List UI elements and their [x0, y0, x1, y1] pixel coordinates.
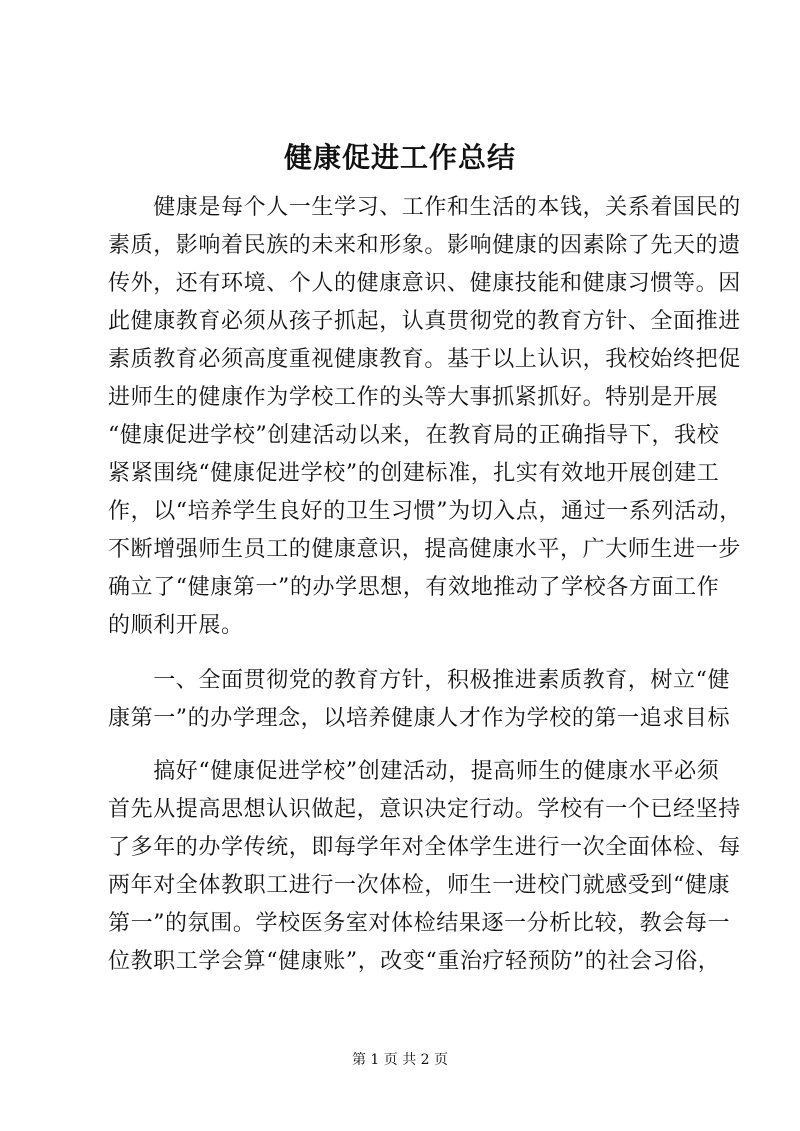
body-line: 素质，影响着民族的未来和形象。影响健康的因素除了先天的遗: [108, 233, 741, 258]
body-line: 两年对全体教职工进行一次体检，师生一进校门就感受到“健康: [108, 873, 731, 898]
body-line: 搞好“健康促进学校”创建活动，提高师生的健康水平必须: [108, 759, 720, 784]
body-line: 了多年的办学传统，即每学年对全体学生进行一次全面体检、每: [108, 835, 741, 860]
body-line: “健康促进学校”创建活动以来，在教育局的正确指导下，我校: [108, 423, 720, 448]
body-line: 作，以“培养学生良好的卫生习惯”为切入点，通过一系列活动，: [108, 499, 742, 524]
document-title: 健康促进工作总结: [283, 141, 516, 174]
body-line: 紧紧围绕“健康促进学校”的创建标准，扎实有效地开展创建工: [108, 461, 720, 486]
body-line: 第一”的氛围。学校医务室对体检结果逐一分析比较，教会每一: [108, 911, 731, 936]
body-line: 传外，还有环境、个人的健康意识、健康技能和健康习惯等。因: [108, 271, 741, 296]
body-line: 进师生的健康作为学校工作的头等大事抓紧抓好。特别是开展: [108, 385, 719, 410]
section-heading-line: 一、全面贯彻党的教育方针，积极推进素质教育，树立“健: [108, 668, 731, 693]
body-line: 的顺利开展。: [108, 613, 244, 638]
section-heading-line: 康第一”的办学理念，以培养健康人才作为学校的第一追求目标: [108, 706, 731, 731]
page-number: 第 1 页 共 2 页: [351, 1052, 449, 1068]
body-line: 首先从提高思想认识做起，意识决定行动。学校有一个已经坚持: [108, 797, 741, 822]
body-line: 素质教育必须高度重视健康教育。基于以上认识，我校始终把促: [108, 347, 741, 372]
body-line: 确立了“健康第一”的办学思想，有效地推动了学校各方面工作: [108, 575, 720, 600]
body-line: 此健康教育必须从孩子抓起，认真贯彻党的教育方针、全面推进: [108, 309, 741, 334]
body-line: 位教职工学会算“健康账”，改变“重治疗轻预防”的社会习俗，: [108, 949, 721, 974]
body-line: 健康是每个人一生学习、工作和生活的本钱，关系着国民的: [108, 195, 741, 220]
body-line: 不断增强师生员工的健康意识，提高健康水平，广大师生进一步: [108, 537, 741, 562]
